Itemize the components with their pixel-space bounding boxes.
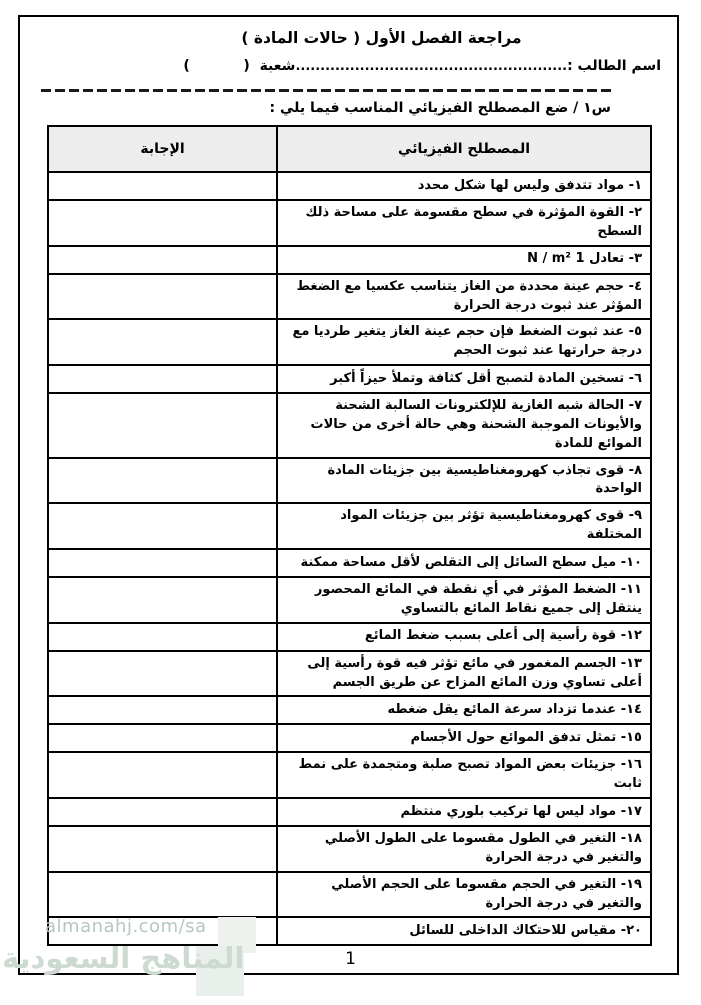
terms-table-body: [48, 172, 651, 945]
term-cell: ٦- تسخين المادة لتصبح أقل كثافة وتملأ حيزاً أكبر: [277, 365, 651, 393]
term-cell: ٢- القوة المؤثرة في سطح مقسومة على مساحة ذلك السطح: [277, 200, 651, 246]
table-row: [48, 623, 651, 651]
table-row: [48, 696, 651, 724]
answer-cell: [48, 872, 277, 918]
table-row: [48, 458, 651, 504]
table-row: [48, 274, 651, 320]
answer-cell: [48, 393, 277, 458]
answer-cell: [48, 200, 277, 246]
answer-cell: [48, 696, 277, 724]
watermark-brand-arabic: المناهج السعودية: [2, 941, 245, 975]
column-header-answer: الإجابة: [48, 126, 277, 172]
table-row: [48, 319, 651, 365]
section-label: شعبة ( ): [183, 58, 296, 74]
term-cell: ٧- الحالة شبه الغازية للإلكترونات السالبة الشحنة والأيونات الموجبة الشحنة وهي حالة أخرى من حالات الموائع للمادة: [277, 393, 651, 458]
term-cell: ١٤- عندما تزداد سرعة المائع يقل ضغطه: [277, 696, 651, 724]
term-cell: ١٥- تمثل تدفق الموائع حول الأجسام: [277, 724, 651, 752]
dashed-divider: [38, 89, 611, 92]
watermark-url: almanahj.com/sa: [45, 916, 207, 937]
table-row: [48, 651, 651, 697]
table-row: [48, 365, 651, 393]
worksheet-title: مراجعة الفصل الأول ( حالات المادة ): [241, 29, 522, 47]
table-row: [48, 577, 651, 623]
answer-cell: [48, 577, 277, 623]
table-row: [48, 798, 651, 826]
term-cell: ٥- عند ثبوت الضغط فإن حجم عينة الغاز يتغير طرديا مع درجة حرارتها عند ثبوت الحجم: [277, 319, 651, 365]
student-info-line: [20, 58, 677, 74]
answer-cell: [48, 246, 277, 274]
answer-cell: [48, 752, 277, 798]
term-cell: ١٧- مواد ليس لها تركيب بلوري منتظم: [277, 798, 651, 826]
terms-table: [47, 125, 652, 946]
answer-cell: [48, 798, 277, 826]
term-cell: ١٨- التغير في الطول مقسوما على الطول الأصلي والتغير في درجة الحرارة: [277, 826, 651, 872]
answer-cell: [48, 503, 277, 549]
answer-cell: [48, 172, 277, 200]
table-row: [48, 826, 651, 872]
table-row: [48, 752, 651, 798]
term-cell: ٩- قوى كهرومغناطيسية تؤثر بين جزيئات المواد المختلفة: [277, 503, 651, 549]
answer-cell: [48, 458, 277, 504]
term-cell: ١١- الضغط المؤثر في أي نقطة في المائع المحصور ينتقل إلى جميع نقاط المائع بالتساوي: [277, 577, 651, 623]
term-cell: ١٩- التغير في الحجم مقسوما على الحجم الأصلي والتغير في درجة الحرارة: [277, 872, 651, 918]
answer-cell: [48, 651, 277, 697]
column-header-term: المصطلح الفيزيائي: [277, 126, 651, 172]
term-cell: ١٠- ميل سطح السائل إلى التقلص لأقل مساحة ممكنة: [277, 549, 651, 577]
table-row: [48, 393, 651, 458]
table-row: [48, 503, 651, 549]
term-cell: ١٦- جزيئات بعض المواد تصبح صلبة ومتجمدة على نمط ثابت: [277, 752, 651, 798]
student-name-fill-in: .......................................................: [295, 59, 568, 74]
term-cell: ٨- قوى تجاذب كهرومغناطيسية بين جزيئات المادة الواحدة: [277, 458, 651, 504]
term-cell: ٣- تعادل 1 N / m²: [277, 246, 651, 274]
table-row: [48, 200, 651, 246]
page-number: 1: [345, 949, 356, 969]
table-row: [48, 724, 651, 752]
answer-cell: [48, 826, 277, 872]
student-name-label: اسم الطالب :: [567, 58, 661, 74]
term-cell: ١٢- قوة رأسية إلى أعلى بسبب ضغط المائع: [277, 623, 651, 651]
worksheet-page-frame: [18, 15, 679, 975]
term-cell: ١٣- الجسم المغمور في مائع تؤثر فيه قوة رأسية إلى أعلى تساوي وزن المائع المزاح عن طريق الجسم: [277, 651, 651, 697]
answer-cell: [48, 724, 277, 752]
table-header-row: [48, 126, 651, 172]
table-row: [48, 246, 651, 274]
answer-cell: [48, 623, 277, 651]
question-1-text: س١ / ضع المصطلح الفيزيائي المناسب فيما يلي :: [269, 100, 611, 116]
answer-cell: [48, 274, 277, 320]
term-cell: ٢٠- مقياس للاحتكاك الداخلى للسائل: [277, 917, 651, 945]
term-cell: ٤- حجم عينة محددة من الغاز يتناسب عكسيا مع الضغط المؤثر عند ثبوت درجة الحرارة: [277, 274, 651, 320]
table-row: [48, 549, 651, 577]
answer-cell: [48, 319, 277, 365]
table-row: [48, 172, 651, 200]
term-cell: ١- مواد تتدفق وليس لها شكل محدد: [277, 172, 651, 200]
answer-cell: [48, 365, 277, 393]
answer-cell: [48, 549, 277, 577]
table-row: [48, 872, 651, 918]
